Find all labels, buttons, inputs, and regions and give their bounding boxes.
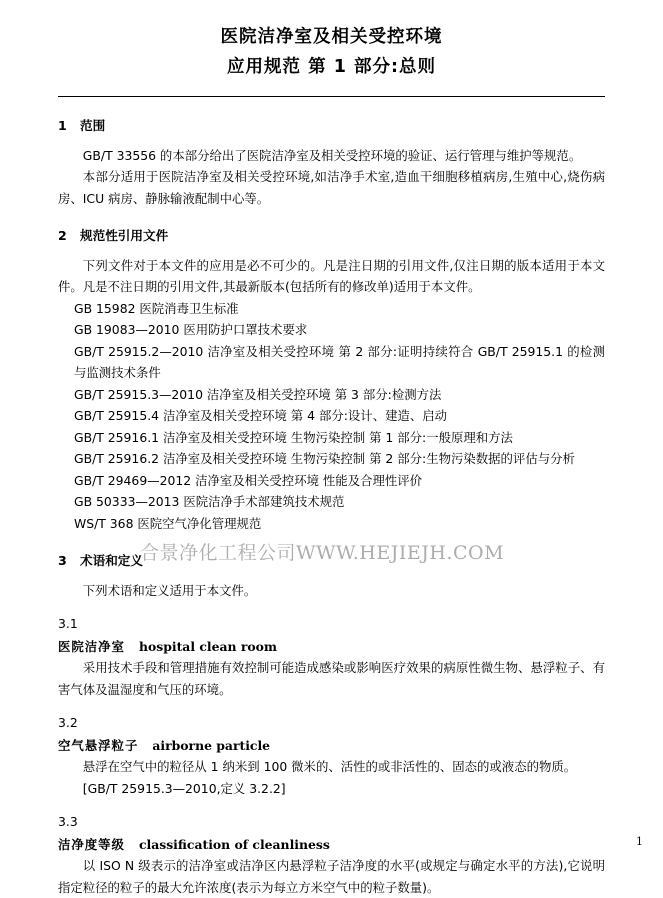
- paragraph: 本部分适用于医院洁净室及相关受控环境,如洁净手术室,造血干细胞移植病房,生殖中心,烧伤病房、ICU 病房、静脉输液配制中心等。: [58, 169, 605, 206]
- list-item: GB 50333—2013 医院洁净手术部建筑技术规范: [74, 494, 345, 509]
- term-chinese: 洁净度等级: [58, 836, 125, 852]
- section-heading-3: [58, 550, 605, 572]
- paragraph: GB/T 33556 的本部分给出了医院洁净室及相关受控环境的验证、运行管理与维护等规范。: [82, 147, 582, 163]
- section-title-1: 范围: [80, 118, 106, 133]
- term-definition: 以 ISO N 级表示的洁净室或洁净区内悬浮粒子洁净度的水平(或规定与确定水平的方法),它说明指定粒径的粒子的最大允许浓度(表示为每立方米空气中的粒子数量)。: [58, 858, 605, 895]
- page-number: 1: [636, 835, 643, 848]
- list-item: GB/T 25915.3—2010 洁净室及相关受控环境 第 3 部分:检测方法: [74, 386, 442, 402]
- term-number: 3.2: [58, 715, 78, 730]
- watermark: 合景净化工程公司WWW.HEJIEJH.COM: [140, 542, 505, 564]
- list-item: GB 19083—2010 医用防护口罩技术要求: [74, 322, 308, 337]
- term-english: classification of cleanliness: [138, 836, 330, 852]
- list-item: WS/T 368 医院空气净化管理规范: [74, 515, 262, 531]
- list-item: GB/T 25916.2 洁净室及相关受控环境 生物污染控制 第 2 部分:生物污染数据的评估与分析: [74, 451, 575, 466]
- term-number: 3.3: [58, 814, 78, 829]
- title-divider: [58, 96, 605, 97]
- section-heading-2: [58, 225, 605, 247]
- document-title-line-2: 应用规范 第 1 部分:总则: [227, 57, 436, 77]
- document-title-line-1: 医院洁净室及相关受控环境: [220, 27, 443, 47]
- term-entry: [58, 636, 605, 658]
- term-entry: [58, 735, 605, 757]
- list-item: GB 15982 医院消毒卫生标准: [74, 300, 239, 316]
- term-entry: [58, 834, 605, 856]
- term-english: airborne particle: [152, 737, 271, 753]
- term-english: hospital clean room: [138, 638, 277, 654]
- title-block: [58, 0, 605, 97]
- list-item: GB/T 25916.1 洁净室及相关受控环境 生物污染控制 第 1 部分:一般原理和方法: [74, 429, 513, 445]
- paragraph: 下列文件对于本文件的应用是必不可少的。凡是注日期的引用文件,仅注日期的版本适用于本文件。凡是不注日期的引用文件,其最新版本(包括所有的修改单)适用于本文件。: [58, 257, 605, 294]
- term-chinese: 空气悬浮粒子: [58, 737, 139, 753]
- paragraph: 下列术语和定义适用于本文件。: [82, 582, 257, 598]
- list-item: GB/T 29469—2012 洁净室及相关受控环境 性能及合理性评价: [74, 472, 423, 488]
- normative-reference-list: [58, 298, 605, 535]
- list-item: GB/T 25915.2—2010 洁净室及相关受控环境 第 2 部分:证明持续符合 GB/T 25915.1 的检测与监测技术条件: [74, 343, 605, 380]
- section-title-3: 术语和定义: [80, 553, 143, 568]
- term-definition: 悬浮在空气中的粒径从 1 纳米到 100 微米的、活性的或非活性的、固态的或液态的物质。: [82, 759, 577, 774]
- section-number-1: 1: [58, 118, 67, 133]
- document-body: [58, 115, 605, 898]
- section-title-2: 规范性引用文件: [80, 228, 169, 243]
- list-item: GB/T 25915.4 洁净室及相关受控环境 第 4 部分:设计、建造、启动: [74, 408, 448, 423]
- section-number-3: 3: [58, 553, 67, 568]
- term-definition: 采用技术手段和管理措施有效控制可能造成感染或影响医疗效果的病原性微生物、悬浮粒子、有害气体及温湿度和气压的环境。: [58, 660, 605, 697]
- section-heading-1: [58, 115, 605, 137]
- term-number: 3.1: [58, 616, 78, 631]
- term-chinese: 医院洁净室: [58, 638, 125, 654]
- section-number-2: 2: [58, 228, 67, 243]
- term-source: [GB/T 25915.3—2010,定义 3.2.2]: [82, 780, 286, 796]
